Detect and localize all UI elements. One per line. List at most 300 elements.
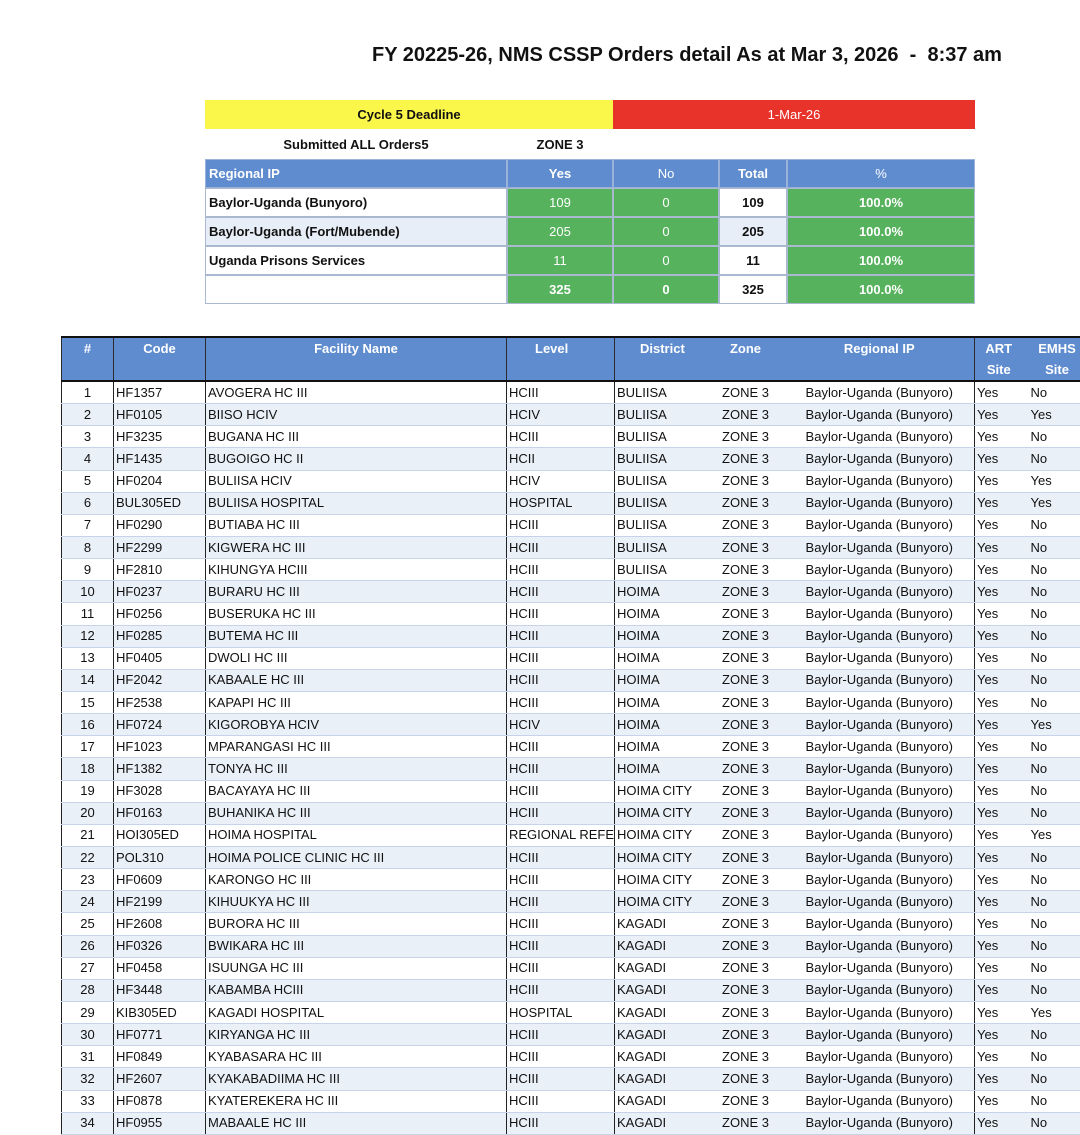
facility-code: HF0955	[114, 1112, 206, 1134]
facility-code: HF2810	[114, 559, 206, 581]
facility-name: BULIISA HOSPITAL	[206, 492, 507, 514]
regional-ip: Baylor-Uganda (Bunyoro)	[785, 891, 975, 913]
district: BULIISA	[615, 559, 707, 581]
facility-code: HF0405	[114, 647, 206, 669]
zone: ZONE 3	[707, 581, 785, 603]
regional-ip: Baylor-Uganda (Bunyoro)	[785, 1068, 975, 1090]
facility-name: BULIISA HCIV	[206, 470, 507, 492]
regional-ip: Baylor-Uganda (Bunyoro)	[785, 691, 975, 713]
facility-code: HF2199	[114, 891, 206, 913]
art-site: Yes	[975, 492, 1023, 514]
zone: ZONE 3	[707, 448, 785, 470]
facility-name: ISUUNGA HC III	[206, 957, 507, 979]
summary-ip: Baylor-Uganda (Fort/Mubende)	[205, 217, 507, 246]
facility-name: KABAMBA HCIII	[206, 979, 507, 1001]
emhs-site: No	[1023, 1024, 1080, 1046]
zone: ZONE 3	[707, 891, 785, 913]
emhs-site: No	[1023, 758, 1080, 780]
summary-no: 0	[613, 246, 719, 275]
row-number: 8	[62, 536, 114, 558]
table-row	[62, 846, 1080, 868]
table-row	[62, 647, 1080, 669]
table-row	[62, 1046, 1080, 1068]
district: KAGADI	[615, 957, 707, 979]
facility-name: KIGWERA HC III	[206, 536, 507, 558]
art-site: Yes	[975, 691, 1023, 713]
facility-name: BUTEMA HC III	[206, 625, 507, 647]
table-row	[62, 1024, 1080, 1046]
facility-level: HCIII	[507, 536, 615, 558]
facility-level: HCIII	[507, 581, 615, 603]
regional-ip: Baylor-Uganda (Bunyoro)	[785, 846, 975, 868]
district: KAGADI	[615, 1046, 707, 1068]
table-row	[62, 869, 1080, 891]
facility-name: TONYA HC III	[206, 758, 507, 780]
zone: ZONE 3	[707, 1024, 785, 1046]
facility-name: HOIMA POLICE CLINIC HC III	[206, 846, 507, 868]
facility-level: HCIII	[507, 736, 615, 758]
emhs-site: No	[1023, 1090, 1080, 1112]
header-emhs-line1: EMHS	[1023, 338, 1080, 359]
zone: ZONE 3	[707, 802, 785, 824]
row-number: 17	[62, 736, 114, 758]
regional-ip: Baylor-Uganda (Bunyoro)	[785, 470, 975, 492]
regional-ip: Baylor-Uganda (Bunyoro)	[785, 625, 975, 647]
facility-name: BURORA HC III	[206, 913, 507, 935]
district: BULIISA	[615, 470, 707, 492]
regional-ip: Baylor-Uganda (Bunyoro)	[785, 1090, 975, 1112]
emhs-site: No	[1023, 846, 1080, 868]
facility-name: DWOLI HC III	[206, 647, 507, 669]
district: HOIMA	[615, 758, 707, 780]
facility-table	[61, 336, 1080, 1135]
header-art-line1: ART	[975, 338, 1023, 359]
art-site: Yes	[975, 979, 1023, 1001]
facility-name: KIRYANGA HC III	[206, 1024, 507, 1046]
district: HOIMA CITY	[615, 780, 707, 802]
facility-code: HF2042	[114, 669, 206, 691]
art-site: Yes	[975, 404, 1023, 426]
facility-level: HCIII	[507, 669, 615, 691]
regional-ip: Baylor-Uganda (Bunyoro)	[785, 381, 975, 404]
district: BULIISA	[615, 426, 707, 448]
summary-no: 0	[613, 188, 719, 217]
facility-name: BUGANA HC III	[206, 426, 507, 448]
art-site: Yes	[975, 1112, 1023, 1134]
facility-name: KYABASARA HC III	[206, 1046, 507, 1068]
emhs-site: No	[1023, 957, 1080, 979]
regional-ip: Baylor-Uganda (Bunyoro)	[785, 913, 975, 935]
facility-level: HCIII	[507, 426, 615, 448]
emhs-site: No	[1023, 736, 1080, 758]
district: HOIMA	[615, 714, 707, 736]
district: HOIMA CITY	[615, 869, 707, 891]
facility-name: KARONGO HC III	[206, 869, 507, 891]
table-row	[62, 1068, 1080, 1090]
row-number: 6	[62, 492, 114, 514]
facility-code: HF3028	[114, 780, 206, 802]
emhs-site: No	[1023, 891, 1080, 913]
facility-name: KYATEREKERA HC III	[206, 1090, 507, 1112]
facility-code: HF0878	[114, 1090, 206, 1112]
facility-code: HF0204	[114, 470, 206, 492]
emhs-site: Yes	[1023, 824, 1080, 846]
summary-header-pct: %	[787, 159, 975, 188]
facility-level: HCIII	[507, 935, 615, 957]
regional-ip: Baylor-Uganda (Bunyoro)	[785, 1112, 975, 1134]
facility-level: HCIV	[507, 714, 615, 736]
facility-level: HCIII	[507, 758, 615, 780]
row-number: 22	[62, 846, 114, 868]
emhs-site: No	[1023, 913, 1080, 935]
district: BULIISA	[615, 492, 707, 514]
summary-header-total: Total	[719, 159, 787, 188]
facility-level: HCIII	[507, 1046, 615, 1068]
row-number: 27	[62, 957, 114, 979]
art-site: Yes	[975, 714, 1023, 736]
emhs-site: No	[1023, 869, 1080, 891]
facility-code: HF0237	[114, 581, 206, 603]
table-row	[62, 381, 1080, 404]
facility-code: HF0256	[114, 603, 206, 625]
summary-total-pct: 100.0%	[787, 275, 975, 304]
summary-pct: 100.0%	[787, 188, 975, 217]
header-zone: Zone	[707, 337, 785, 381]
art-site: Yes	[975, 780, 1023, 802]
deadline-label: Cycle 5 Deadline	[205, 100, 613, 129]
facility-level: HCIII	[507, 869, 615, 891]
row-number: 12	[62, 625, 114, 647]
facility-code: HF1023	[114, 736, 206, 758]
table-row	[62, 957, 1080, 979]
emhs-site: No	[1023, 448, 1080, 470]
facility-level: HCIII	[507, 603, 615, 625]
facility-level: HCIII	[507, 1068, 615, 1090]
zone: ZONE 3	[707, 913, 785, 935]
facility-level: HCIII	[507, 780, 615, 802]
zone: ZONE 3	[707, 1112, 785, 1134]
row-number: 14	[62, 669, 114, 691]
facility-code: HF0849	[114, 1046, 206, 1068]
art-site: Yes	[975, 802, 1023, 824]
art-site: Yes	[975, 935, 1023, 957]
summary-yes: 109	[507, 188, 613, 217]
art-site: Yes	[975, 957, 1023, 979]
art-site: Yes	[975, 758, 1023, 780]
zone: ZONE 3	[707, 957, 785, 979]
summary-total-row	[205, 275, 975, 304]
district: HOIMA	[615, 581, 707, 603]
facility-level: HCIII	[507, 957, 615, 979]
art-site: Yes	[975, 1068, 1023, 1090]
table-row	[62, 470, 1080, 492]
emhs-site: Yes	[1023, 470, 1080, 492]
facility-code: HF0163	[114, 802, 206, 824]
summary-no: 0	[613, 217, 719, 246]
emhs-site: No	[1023, 581, 1080, 603]
district: HOIMA	[615, 736, 707, 758]
regional-ip: Baylor-Uganda (Bunyoro)	[785, 647, 975, 669]
table-row	[62, 603, 1080, 625]
row-number: 23	[62, 869, 114, 891]
art-site: Yes	[975, 913, 1023, 935]
facility-code: POL310	[114, 846, 206, 868]
district: KAGADI	[615, 1068, 707, 1090]
facility-level: HCIII	[507, 979, 615, 1001]
facility-code: HF1382	[114, 758, 206, 780]
row-number: 26	[62, 935, 114, 957]
facility-level: HCIII	[507, 559, 615, 581]
facility-code: HF3235	[114, 426, 206, 448]
district: KAGADI	[615, 935, 707, 957]
art-site: Yes	[975, 381, 1023, 404]
regional-ip: Baylor-Uganda (Bunyoro)	[785, 492, 975, 514]
facility-code: HF1435	[114, 448, 206, 470]
district: KAGADI	[615, 979, 707, 1001]
emhs-site: No	[1023, 691, 1080, 713]
summary-block	[205, 100, 975, 304]
facility-name: BUHANIKA HC III	[206, 802, 507, 824]
district: BULIISA	[615, 536, 707, 558]
summary-header-row	[205, 159, 975, 188]
regional-ip: Baylor-Uganda (Bunyoro)	[785, 1001, 975, 1023]
facility-name: KIHUUKYA HC III	[206, 891, 507, 913]
table-row	[62, 1001, 1080, 1023]
facility-code: HF2299	[114, 536, 206, 558]
table-header-row	[62, 337, 1080, 381]
page-title: FY 20225-26, NMS CSSP Orders detail As at Mar 3, 2026 - 8:37 am	[372, 44, 1002, 67]
zone: ZONE 3	[707, 404, 785, 426]
district: HOIMA	[615, 603, 707, 625]
summary-yes: 11	[507, 246, 613, 275]
zone: ZONE 3	[707, 647, 785, 669]
district: BULIISA	[615, 404, 707, 426]
zone: ZONE 3	[707, 691, 785, 713]
row-number: 13	[62, 647, 114, 669]
table-row	[62, 935, 1080, 957]
row-number: 24	[62, 891, 114, 913]
row-number: 15	[62, 691, 114, 713]
zone: ZONE 3	[707, 846, 785, 868]
facility-level: HCIII	[507, 625, 615, 647]
facility-code: HF0458	[114, 957, 206, 979]
regional-ip: Baylor-Uganda (Bunyoro)	[785, 1046, 975, 1068]
facility-name: KABAALE HC III	[206, 669, 507, 691]
table-row	[62, 758, 1080, 780]
district: HOIMA	[615, 691, 707, 713]
row-number: 34	[62, 1112, 114, 1134]
art-site: Yes	[975, 514, 1023, 536]
art-site: Yes	[975, 846, 1023, 868]
art-site: Yes	[975, 581, 1023, 603]
facility-level: HCIII	[507, 1090, 615, 1112]
zone: ZONE 3	[707, 736, 785, 758]
facility-code: HF0609	[114, 869, 206, 891]
regional-ip: Baylor-Uganda (Bunyoro)	[785, 802, 975, 824]
zone: ZONE 3	[707, 381, 785, 404]
art-site: Yes	[975, 625, 1023, 647]
row-number: 33	[62, 1090, 114, 1112]
art-site: Yes	[975, 824, 1023, 846]
regional-ip: Baylor-Uganda (Bunyoro)	[785, 426, 975, 448]
table-row	[62, 448, 1080, 470]
regional-ip: Baylor-Uganda (Bunyoro)	[785, 736, 975, 758]
row-number: 31	[62, 1046, 114, 1068]
district: HOIMA	[615, 625, 707, 647]
emhs-site: Yes	[1023, 404, 1080, 426]
row-number: 20	[62, 802, 114, 824]
district: KAGADI	[615, 1001, 707, 1023]
facility-name: KAGADI HOSPITAL	[206, 1001, 507, 1023]
facility-code: HF0285	[114, 625, 206, 647]
facility-level: HCIV	[507, 404, 615, 426]
table-row	[62, 404, 1080, 426]
facility-level: HCIII	[507, 381, 615, 404]
facility-code: HOI305ED	[114, 824, 206, 846]
regional-ip: Baylor-Uganda (Bunyoro)	[785, 869, 975, 891]
regional-ip: Baylor-Uganda (Bunyoro)	[785, 714, 975, 736]
art-site: Yes	[975, 1046, 1023, 1068]
row-number: 10	[62, 581, 114, 603]
facility-level: HOSPITAL	[507, 492, 615, 514]
emhs-site: No	[1023, 1046, 1080, 1068]
facility-name: MABAALE HC III	[206, 1112, 507, 1134]
header-district: District	[615, 337, 707, 381]
table-row	[62, 824, 1080, 846]
regional-ip: Baylor-Uganda (Bunyoro)	[785, 448, 975, 470]
row-number: 28	[62, 979, 114, 1001]
district: HOIMA CITY	[615, 824, 707, 846]
emhs-site: No	[1023, 559, 1080, 581]
zone: ZONE 3	[707, 426, 785, 448]
table-row	[62, 426, 1080, 448]
art-site: Yes	[975, 891, 1023, 913]
emhs-site: No	[1023, 514, 1080, 536]
zone: ZONE 3	[707, 869, 785, 891]
table-row	[62, 514, 1080, 536]
table-row	[62, 1112, 1080, 1134]
facility-code: BUL305ED	[114, 492, 206, 514]
facility-name: MPARANGASI HC III	[206, 736, 507, 758]
district: BULIISA	[615, 514, 707, 536]
regional-ip: Baylor-Uganda (Bunyoro)	[785, 404, 975, 426]
facility-name: HOIMA HOSPITAL	[206, 824, 507, 846]
facility-code: KIB305ED	[114, 1001, 206, 1023]
row-number: 1	[62, 381, 114, 404]
table-row	[62, 581, 1080, 603]
table-row	[62, 891, 1080, 913]
facility-code: HF1357	[114, 381, 206, 404]
facility-level: HCIII	[507, 846, 615, 868]
emhs-site: No	[1023, 625, 1080, 647]
zone: ZONE 3	[707, 979, 785, 1001]
emhs-site: No	[1023, 935, 1080, 957]
emhs-site: No	[1023, 647, 1080, 669]
row-number: 4	[62, 448, 114, 470]
summary-header-yes: Yes	[507, 159, 613, 188]
facility-level: HCII	[507, 448, 615, 470]
zone: ZONE 3	[707, 536, 785, 558]
header-emhs	[1023, 337, 1080, 381]
summary-total-total: 325	[719, 275, 787, 304]
regional-ip: Baylor-Uganda (Bunyoro)	[785, 979, 975, 1001]
zone: ZONE 3	[707, 514, 785, 536]
facility-name: KIHUNGYA HCIII	[206, 559, 507, 581]
facility-level: REGIONAL REFE	[507, 824, 615, 846]
table-row	[62, 1090, 1080, 1112]
regional-ip: Baylor-Uganda (Bunyoro)	[785, 824, 975, 846]
zone: ZONE 3	[707, 1001, 785, 1023]
art-site: Yes	[975, 647, 1023, 669]
facility-code: HF3448	[114, 979, 206, 1001]
art-site: Yes	[975, 603, 1023, 625]
facility-name: BIISO HCIV	[206, 404, 507, 426]
emhs-site: Yes	[1023, 492, 1080, 514]
art-site: Yes	[975, 736, 1023, 758]
facility-code: HF0105	[114, 404, 206, 426]
art-site: Yes	[975, 426, 1023, 448]
facility-level: HCIII	[507, 891, 615, 913]
regional-ip: Baylor-Uganda (Bunyoro)	[785, 514, 975, 536]
district: HOIMA CITY	[615, 846, 707, 868]
zone: ZONE 3	[707, 559, 785, 581]
table-row	[62, 780, 1080, 802]
submitted-label: Submitted ALL Orders5	[205, 129, 507, 159]
zone: ZONE 3	[707, 603, 785, 625]
district: HOIMA CITY	[615, 891, 707, 913]
header-art	[975, 337, 1023, 381]
row-number: 2	[62, 404, 114, 426]
emhs-site: No	[1023, 1068, 1080, 1090]
emhs-site: No	[1023, 603, 1080, 625]
art-site: Yes	[975, 559, 1023, 581]
submitted-row	[205, 129, 975, 159]
regional-ip: Baylor-Uganda (Bunyoro)	[785, 603, 975, 625]
summary-pct: 100.0%	[787, 246, 975, 275]
art-site: Yes	[975, 1024, 1023, 1046]
table-row	[62, 559, 1080, 581]
facility-level: HCIII	[507, 514, 615, 536]
district: KAGADI	[615, 1112, 707, 1134]
art-site: Yes	[975, 869, 1023, 891]
zone: ZONE 3	[707, 1090, 785, 1112]
facility-level: HCIII	[507, 802, 615, 824]
regional-ip: Baylor-Uganda (Bunyoro)	[785, 780, 975, 802]
summary-total: 109	[719, 188, 787, 217]
summary-total: 205	[719, 217, 787, 246]
art-site: Yes	[975, 1001, 1023, 1023]
zone: ZONE 3	[707, 758, 785, 780]
zone: ZONE 3	[707, 714, 785, 736]
header-name: Facility Name	[206, 337, 507, 381]
emhs-site: No	[1023, 780, 1080, 802]
row-number: 29	[62, 1001, 114, 1023]
district: KAGADI	[615, 913, 707, 935]
summary-total-ip	[205, 275, 507, 304]
table-row	[62, 802, 1080, 824]
district: HOIMA	[615, 647, 707, 669]
facility-level: HCIII	[507, 913, 615, 935]
zone: ZONE 3	[707, 1068, 785, 1090]
header-emhs-line2: Site	[1023, 359, 1080, 380]
table-row	[62, 536, 1080, 558]
zone: ZONE 3	[707, 824, 785, 846]
regional-ip: Baylor-Uganda (Bunyoro)	[785, 581, 975, 603]
art-site: Yes	[975, 536, 1023, 558]
facility-level: HCIV	[507, 470, 615, 492]
row-number: 3	[62, 426, 114, 448]
row-number: 21	[62, 824, 114, 846]
